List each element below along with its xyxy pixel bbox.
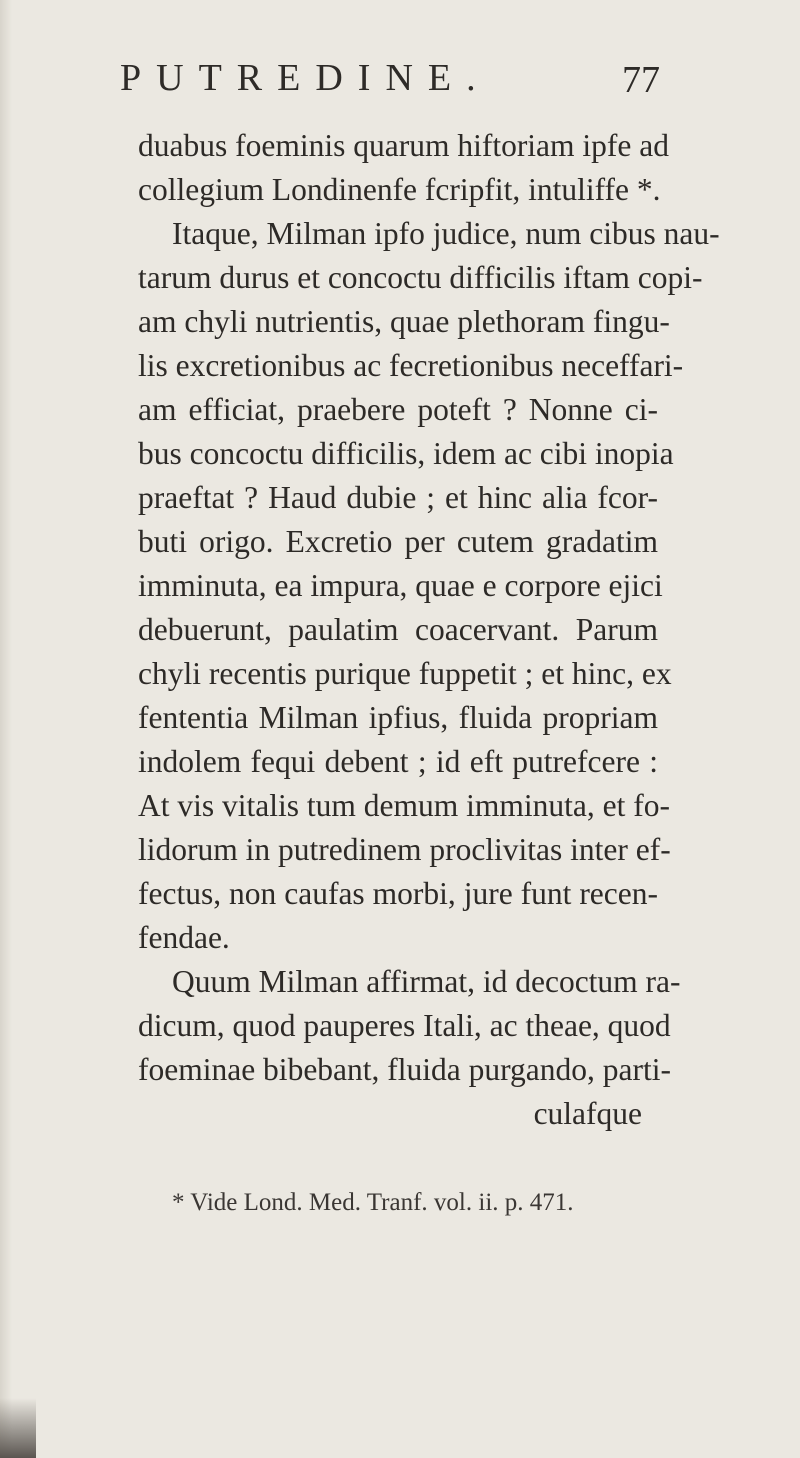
text-line: fendae. (138, 920, 230, 955)
page-gutter (0, 0, 12, 1458)
footnote: * Vide Lond. Med. Tranf. vol. ii. p. 471. (172, 1189, 574, 1216)
page-number: 77 (622, 59, 660, 101)
text-line: fectus, non caufas morbi, jure funt recen- (138, 876, 658, 911)
text-line: foeminae bibebant, fluida purgando, parti- (138, 1052, 671, 1087)
page-header (120, 56, 660, 106)
text-line: tarum durus et concoctu difficilis iftam copi- (138, 260, 703, 295)
text-line: praeftat ? Haud dubie ; et hinc alia fcor- (138, 480, 658, 515)
text-line: buti origo. Excretio per cutem gradatim (138, 524, 658, 559)
text-line: dicum, quod pauperes Itali, ac theae, quod (138, 1008, 671, 1043)
running-title: PUTREDINE. (120, 57, 491, 99)
body-text (138, 124, 720, 1136)
text-line: Itaque, Milman ipfo judice, num cibus nau- (172, 216, 720, 251)
text-line: At vis vitalis tum demum imminuta, et fo- (138, 788, 670, 823)
text-line: bus concoctu difficilis, idem ac cibi inopia (138, 436, 674, 471)
text-line: am efficiat, praebere poteft ? Nonne ci- (138, 392, 658, 427)
text-line: imminuta, ea impura, quae e corpore ejici (138, 568, 663, 603)
text-line: collegium Londinenfe fcripfit, intuliffe *. (138, 172, 661, 207)
text-line: fententia Milman ipfius, fluida propriam (138, 700, 658, 735)
text-line: lidorum in putredinem proclivitas inter ef- (138, 832, 671, 867)
text-line: Quum Milman affirmat, id decoctum ra- (172, 964, 681, 999)
text-line: lis excretionibus ac fecretionibus neceffari- (138, 348, 684, 383)
text-line: debuerunt, paulatim coacervant. Parum (138, 612, 658, 647)
binding-shadow (0, 1398, 36, 1458)
catchword: culafque (533, 1096, 642, 1131)
text-line: chyli recentis purique fuppetit ; et hinc, ex (138, 656, 672, 691)
text-line: am chyli nutrientis, quae plethoram fingu- (138, 304, 670, 339)
text-line: indolem fequi debent ; id eft putrefcere : (138, 744, 658, 779)
text-line: duabus foeminis quarum hiftoriam ipfe ad (138, 128, 669, 163)
